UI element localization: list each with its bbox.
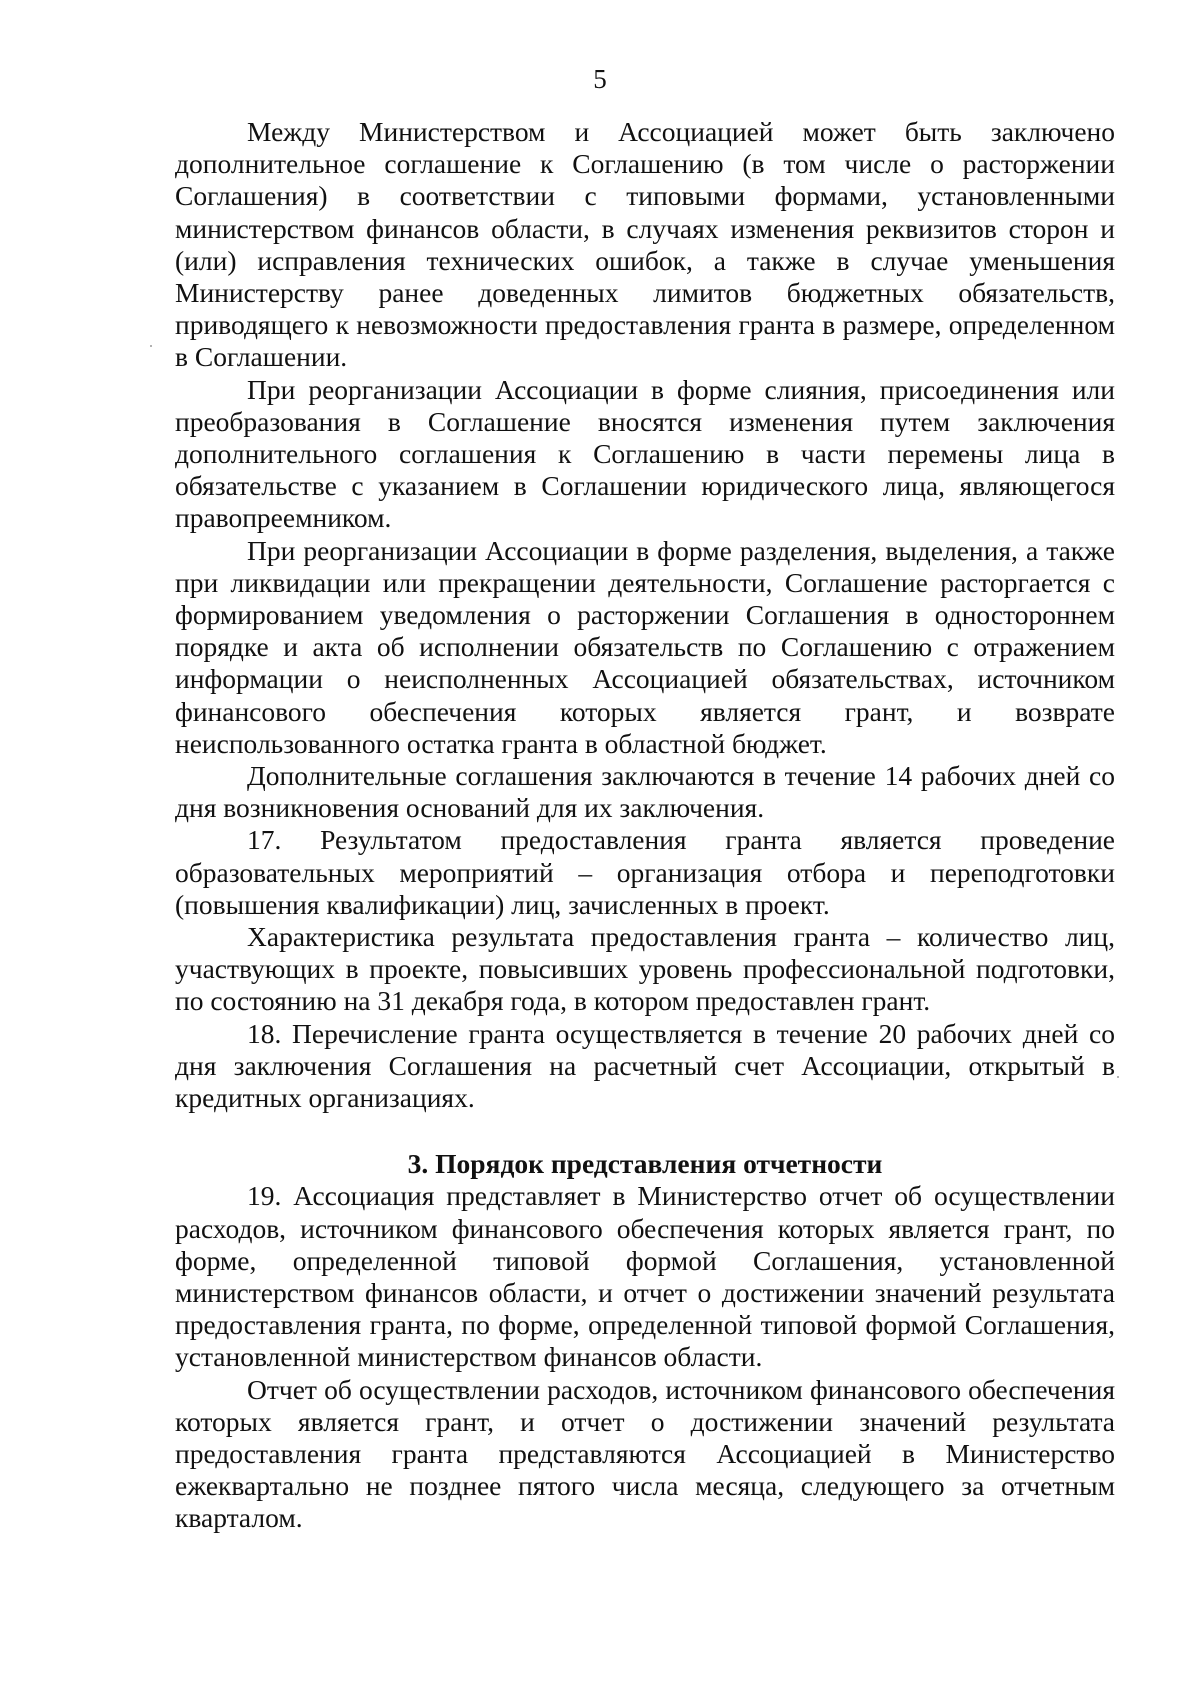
page-number: 5: [593, 64, 607, 94]
scan-speck: [1117, 1076, 1119, 1078]
paragraph-reorganization-merger: При реорганизации Ассоциации в форме слияния, присоединения или преобразования в Соглашение вносятся изменения путем заключения дополнительного соглашения к Соглашению в части перемены лица в обязательстве с указанием в Соглашении юридического лица, являющегося правопреемником.: [175, 373, 1115, 534]
paragraph-report-schedule: Отчет об осуществлении расходов, источником финансового обеспечения которых является грант, и отчет о достижении значений результата предоставления гранта представляются Ассоциацией в Министерство ежеквартально не позднее пятого числа месяца, следующего за отчетным кварталом.: [175, 1373, 1115, 1534]
scan-speck: [150, 345, 152, 347]
paragraph-reorganization-division: При реорганизации Ассоциации в форме разделения, выделения, а также при ликвидации или прекращении деятельности, Соглашение расторгается с формированием уведомления о расторжении Соглашения в одностороннем порядке и акта об исполнении обязательств по Соглашению с отражением информации о неисполненных Ассоциацией обязательствах, источником финансового обеспечения которых является грант, и возврате неиспользованного остатка гранта в областной бюджет.: [175, 534, 1115, 759]
section-title: 3. Порядок представления отчетности: [407, 1148, 883, 1180]
paragraph-additional-agreement: Между Министерством и Ассоциацией может быть заключено дополнительное соглашение к Соглашению (в том числе о расторжении Соглашения) в соответствии с типовыми формами, установленными министерством финансов области, в случаях изменения реквизитов сторон и (или) исправления технических ошибок, а также в случае уменьшения Министерству ранее доведенных лимитов бюджетных обязательств, приводящего к невозможности предоставления гранта в размере, определенном в Соглашении.: [175, 116, 1115, 373]
paragraph-item-17: 17. Результатом предоставления гранта является проведение образовательных мероприятий – организация отбора и переподготовки (повышения квалификации) лиц, зачисленных в проект.: [175, 824, 1115, 920]
paragraph-result-characteristic: Характеристика результата предоставления гранта – количество лиц, участвующих в проекте, повысивших уровень профессиональной подготовки, по состоянию на 31 декабря года, в котором предоставлен грант.: [175, 921, 1115, 1017]
paragraph-item-19: 19. Ассоциация представляет в Министерство отчет об осуществлении расходов, источником финансового обеспечения которых является грант, по форме, определенной типовой формой Соглашения, установленной министерством финансов области, и отчет о достижении значений результата предоставления гранта, по форме, определенной типовой формой Соглашения, установленной министерством финансов области.: [175, 1180, 1115, 1373]
paragraph-additional-agreements-term: Дополнительные соглашения заключаются в течение 14 рабочих дней со дня возникновения оснований для их заключения.: [175, 760, 1115, 824]
paragraph-item-18: 18. Перечисление гранта осуществляется в течение 20 рабочих дней со дня заключения Соглашения на расчетный счет Ассоциации, открытый в кредитных организациях.: [175, 1017, 1115, 1114]
document-body: [175, 116, 1115, 1535]
